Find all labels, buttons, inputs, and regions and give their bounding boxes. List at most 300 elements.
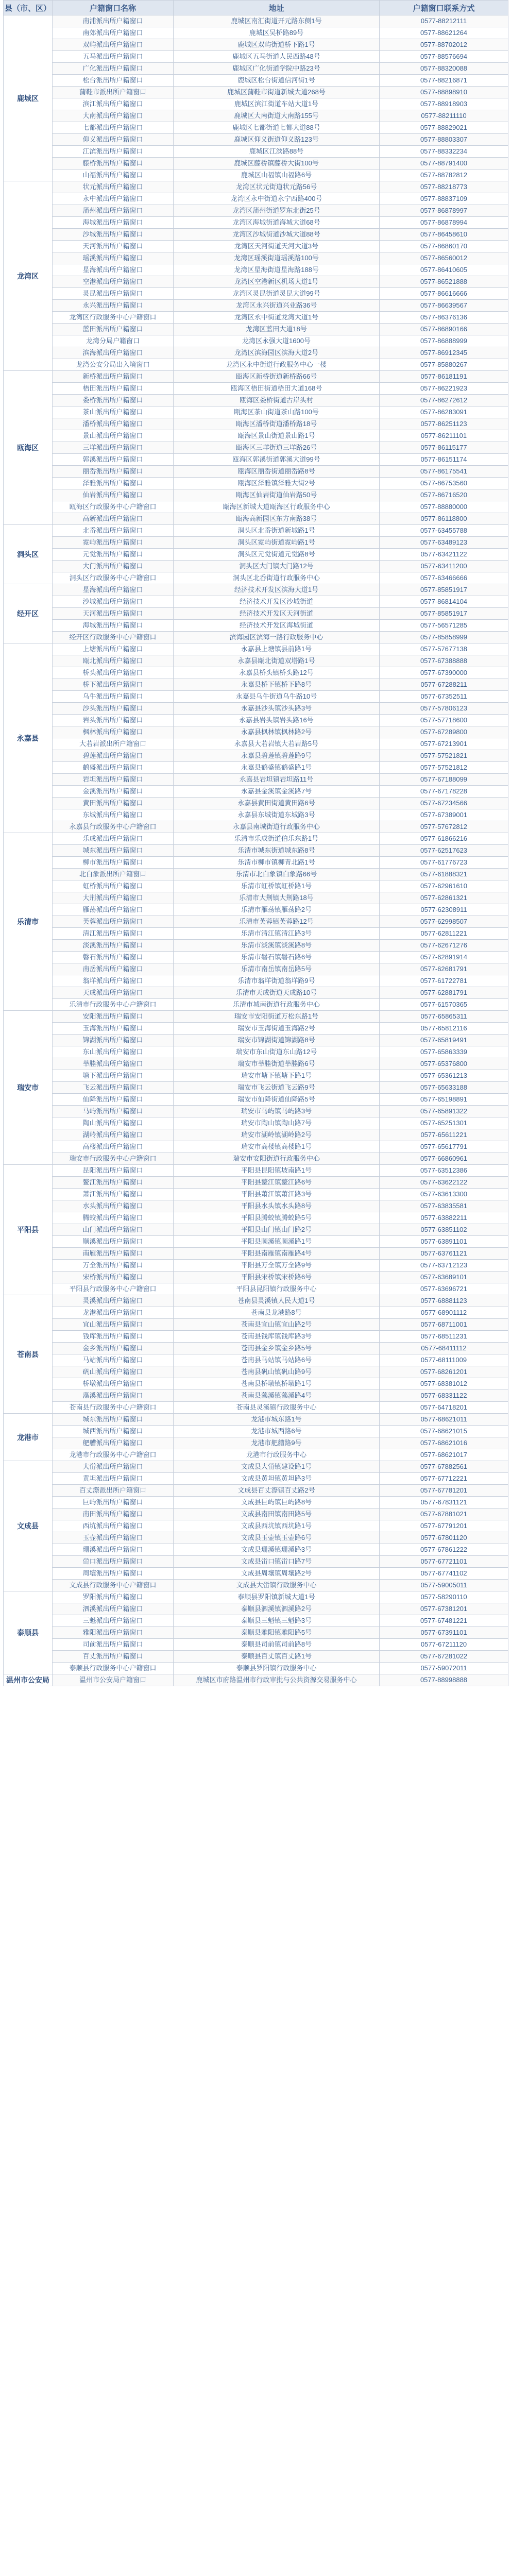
table-row	[4, 1094, 508, 1106]
phone-cell: 0577-61776723	[380, 857, 508, 869]
window-name-cell: 茶山派出所户籍窗口	[53, 406, 174, 418]
address-cell: 永嘉县桥头镇桥头路12号	[174, 667, 380, 679]
window-name-cell: 岩坦派出所户籍窗口	[53, 774, 174, 786]
window-name-cell: 虹桥派出所户籍窗口	[53, 880, 174, 892]
table-row	[4, 1283, 508, 1295]
table-row	[4, 809, 508, 821]
address-cell: 鹿城区市府路温州市行政审批与公共资源交易服务中心	[174, 1674, 380, 1686]
address-cell: 鹿城区仰义街道仰义路123号	[174, 134, 380, 146]
household-registration-table	[3, 0, 508, 1686]
window-name-cell: 安阳派出所户籍窗口	[53, 1011, 174, 1023]
window-name-cell: 永中派出所户籍窗口	[53, 193, 174, 205]
address-cell: 乐清市天成街道天成路10号	[174, 987, 380, 999]
phone-cell: 0577-86118800	[380, 513, 508, 525]
window-name-cell: 南浦派出所户籍窗口	[53, 15, 174, 27]
phone-cell: 0577-67881021	[380, 1509, 508, 1520]
phone-cell: 0577-68881123	[380, 1295, 508, 1307]
table-row	[4, 632, 508, 643]
phone-cell: 0577-67831121	[380, 1497, 508, 1509]
window-name-cell: 宜山派出所户籍窗口	[53, 1319, 174, 1331]
window-name-cell: 大门派出所户籍窗口	[53, 561, 174, 572]
table-row	[4, 146, 508, 158]
phone-cell: 0577-57521821	[380, 750, 508, 762]
phone-cell: 0577-86410605	[380, 264, 508, 276]
table-row	[4, 489, 508, 501]
window-name-cell: 百丈漈派出所户籍窗口	[53, 1485, 174, 1497]
address-cell: 平阳县宋桥镇宋桥路6号	[174, 1272, 380, 1283]
window-name-cell: 昆阳派出所户籍窗口	[53, 1165, 174, 1177]
address-cell: 龙湾区永中街道龙湾大道1号	[174, 312, 380, 324]
phone-cell: 0577-88837109	[380, 193, 508, 205]
phone-cell: 0577-62308911	[380, 904, 508, 916]
table-row	[4, 241, 508, 252]
table-row	[4, 1390, 508, 1402]
table-row	[4, 51, 508, 63]
phone-cell: 0577-59005011	[380, 1580, 508, 1591]
phone-cell: 0577-61866216	[380, 833, 508, 845]
table-row	[4, 1295, 508, 1307]
address-cell: 泰顺县司前镇司前路8号	[174, 1639, 380, 1651]
window-name-cell: 磐石派出所户籍窗口	[53, 952, 174, 963]
phone-cell: 0577-63851102	[380, 1224, 508, 1236]
window-name-cell: 雅阳派出所户籍窗口	[53, 1627, 174, 1639]
phone-cell: 0577-86151174	[380, 454, 508, 466]
address-cell: 文成县玉壶镇玉壶路6号	[174, 1532, 380, 1544]
phone-cell: 0577-68111009	[380, 1354, 508, 1366]
table-row	[4, 703, 508, 715]
table-row	[4, 750, 508, 762]
address-cell: 苍南县矾山镇矾山路9号	[174, 1366, 380, 1378]
phone-cell: 0577-67781201	[380, 1485, 508, 1497]
address-cell: 乐清市翁垟街道翁垟路9号	[174, 975, 380, 987]
phone-cell: 0577-88211110	[380, 110, 508, 122]
window-name-cell: 南雁派出所户籍窗口	[53, 1248, 174, 1260]
address-cell: 乐清市北白象镇白象路66号	[174, 869, 380, 880]
address-cell: 乐清市南岳镇南岳路5号	[174, 963, 380, 975]
table-row	[4, 561, 508, 572]
phone-cell: 0577-86753560	[380, 478, 508, 489]
window-name-cell: 灵溪派出所户籍窗口	[53, 1295, 174, 1307]
phone-cell: 0577-86890166	[380, 324, 508, 335]
region-cell: 苍南县	[4, 1295, 53, 1414]
phone-cell: 0577-86814104	[380, 596, 508, 608]
address-cell: 瓯海区景山街道景山路1号	[174, 430, 380, 442]
region-cell: 鹿城区	[4, 15, 53, 181]
phone-cell: 0577-62671276	[380, 940, 508, 952]
address-cell: 乐清市城东街道城东路8号	[174, 845, 380, 857]
window-name-cell: 湖岭派出所户籍窗口	[53, 1129, 174, 1141]
window-name-cell: 仰义派出所户籍窗口	[53, 134, 174, 146]
window-name-cell: 马屿派出所户籍窗口	[53, 1106, 174, 1117]
window-name-cell: 锦湖派出所户籍窗口	[53, 1035, 174, 1046]
table-row	[4, 549, 508, 561]
phone-cell: 0577-65198891	[380, 1094, 508, 1106]
window-name-cell: 山福派出所户籍窗口	[53, 170, 174, 181]
table-row	[4, 596, 508, 608]
phone-cell: 0577-62517623	[380, 845, 508, 857]
header-address: 地址	[174, 1, 380, 15]
table-row	[4, 1580, 508, 1591]
table-row	[4, 418, 508, 430]
window-name-cell: 南郊派出所户籍窗口	[53, 27, 174, 39]
address-cell: 苍南县龙港路8号	[174, 1307, 380, 1319]
table-row	[4, 1354, 508, 1366]
window-name-cell: 城东派出所户籍窗口	[53, 1414, 174, 1426]
address-cell: 洞头区北岙街道新城路1号	[174, 525, 380, 537]
table-row	[4, 1449, 508, 1461]
address-cell: 永嘉县大若岩镇大若岩路5号	[174, 738, 380, 750]
phone-cell: 0577-63489123	[380, 537, 508, 549]
window-name-cell: 状元派出所户籍窗口	[53, 181, 174, 193]
address-cell: 经济技术开发区海城街道	[174, 620, 380, 632]
table-row	[4, 572, 508, 584]
window-name-cell: 藤桥派出所户籍窗口	[53, 158, 174, 170]
address-cell: 平阳县万全镇万全路9号	[174, 1260, 380, 1272]
address-cell: 瓯海区梧田街道梧田大道168号	[174, 383, 380, 395]
phone-cell: 0577-67391101	[380, 1627, 508, 1639]
table-row	[4, 1248, 508, 1260]
table-row	[4, 987, 508, 999]
address-cell: 瑞安市塘下镇塘下路1号	[174, 1070, 380, 1082]
address-cell: 经济技术开发区沙城街道	[174, 596, 380, 608]
window-name-cell: 元觉派出所户籍窗口	[53, 549, 174, 561]
table-row	[4, 655, 508, 667]
window-name-cell: 乐清市行政服务中心户籍窗口	[53, 999, 174, 1011]
table-row	[4, 715, 508, 726]
window-name-cell: 乌牛派出所户籍窗口	[53, 691, 174, 703]
region-cell: 永嘉县	[4, 643, 53, 833]
window-name-cell: 金溪派出所户籍窗口	[53, 786, 174, 798]
table-row	[4, 300, 508, 312]
table-row	[4, 122, 508, 134]
window-name-cell: 大峃派出所户籍窗口	[53, 1461, 174, 1473]
table-row	[4, 39, 508, 51]
phone-cell: 0577-86221923	[380, 383, 508, 395]
table-row	[4, 205, 508, 217]
address-cell: 瑞安市东山街道东山路12号	[174, 1046, 380, 1058]
window-name-cell: 瓯海区行政服务中心户籍窗口	[53, 501, 174, 513]
address-cell: 瓯海区仙岩街道仙岩路50号	[174, 489, 380, 501]
table-row	[4, 679, 508, 691]
address-cell: 乐清市磐石镇磐石路6号	[174, 952, 380, 963]
address-cell: 泰顺县百丈镇百丈路1号	[174, 1651, 380, 1663]
phone-cell: 0577-86175541	[380, 466, 508, 478]
table-row	[4, 288, 508, 300]
phone-cell: 0577-67388888	[380, 655, 508, 667]
table-row	[4, 1011, 508, 1023]
window-name-cell: 西坑派出所户籍窗口	[53, 1520, 174, 1532]
phone-cell: 0577-68511231	[380, 1331, 508, 1343]
phone-cell: 0577-65891322	[380, 1106, 508, 1117]
phone-cell: 0577-67381201	[380, 1603, 508, 1615]
phone-cell: 0577-57672812	[380, 821, 508, 833]
address-cell: 瓯海区三垟街道三垟路26号	[174, 442, 380, 454]
window-name-cell: 滨江派出所户籍窗口	[53, 98, 174, 110]
address-cell: 文成县大峃镇建设路1号	[174, 1461, 380, 1473]
table-header-row	[4, 1, 508, 15]
phone-cell: 0577-56571285	[380, 620, 508, 632]
region-cell: 平阳县	[4, 1165, 53, 1295]
window-name-cell: 陶山派出所户籍窗口	[53, 1117, 174, 1129]
phone-cell: 0577-86878994	[380, 217, 508, 229]
address-cell: 瑞安市玉海街道玉海路2号	[174, 1023, 380, 1035]
region-cell: 温州市公安局	[4, 1674, 53, 1686]
phone-cell: 0577-65251301	[380, 1117, 508, 1129]
table-row	[4, 916, 508, 928]
address-cell: 瑞安市仙降街道仙降路5号	[174, 1094, 380, 1106]
phone-cell: 0577-86888999	[380, 335, 508, 347]
phone-cell: 0577-88576694	[380, 51, 508, 63]
table-row	[4, 1568, 508, 1580]
window-name-cell: 景山派出所户籍窗口	[53, 430, 174, 442]
phone-cell: 0577-65863339	[380, 1046, 508, 1058]
address-cell: 瑞安市飞云街道飞云路9号	[174, 1082, 380, 1094]
window-name-cell: 萧江派出所户籍窗口	[53, 1189, 174, 1200]
table-row	[4, 869, 508, 880]
table-row	[4, 1366, 508, 1378]
region-cell: 洞头区	[4, 525, 53, 584]
phone-cell: 0577-67213901	[380, 738, 508, 750]
table-row	[4, 762, 508, 774]
phone-cell: 0577-67178228	[380, 786, 508, 798]
window-name-cell: 藻溪派出所户籍窗口	[53, 1390, 174, 1402]
table-row	[4, 1544, 508, 1556]
address-cell: 苍南县藻溪镇藻溪路4号	[174, 1390, 380, 1402]
window-name-cell: 三魁派出所户籍窗口	[53, 1615, 174, 1627]
address-cell: 滨海园区滨海一路行政服务中心	[174, 632, 380, 643]
table-row	[4, 798, 508, 809]
window-name-cell: 高楼派出所户籍窗口	[53, 1141, 174, 1153]
table-row	[4, 442, 508, 454]
phone-cell: 0577-64718201	[380, 1402, 508, 1414]
address-cell: 苍南县桥墩镇桥墩路1号	[174, 1378, 380, 1390]
phone-cell: 0577-68411112	[380, 1343, 508, 1354]
table-row	[4, 1165, 508, 1177]
table-row	[4, 170, 508, 181]
address-cell: 洞头区大门镇大门路12号	[174, 561, 380, 572]
phone-cell: 0577-63512386	[380, 1165, 508, 1177]
address-cell: 平阳县水头镇水头路8号	[174, 1200, 380, 1212]
address-cell: 龙湾区永中街道行政服务中心一楼	[174, 359, 380, 371]
address-cell: 乐清市芙蓉镇芙蓉路12号	[174, 916, 380, 928]
window-name-cell: 翁垟派出所户籍窗口	[53, 975, 174, 987]
phone-cell: 0577-61570365	[380, 999, 508, 1011]
table-row	[4, 963, 508, 975]
phone-cell: 0577-86272612	[380, 395, 508, 406]
region-cell: 文成县	[4, 1461, 53, 1591]
phone-cell: 0577-68711001	[380, 1319, 508, 1331]
table-row	[4, 87, 508, 98]
phone-cell: 0577-67288211	[380, 679, 508, 691]
phone-cell: 0577-67234566	[380, 798, 508, 809]
address-cell: 龙湾区蒲州街道罗东北街25号	[174, 205, 380, 217]
phone-cell: 0577-58290110	[380, 1591, 508, 1603]
address-cell: 永嘉县沙头镇沙头路3号	[174, 703, 380, 715]
address-cell: 龙港市城西路6号	[174, 1426, 380, 1437]
window-name-cell: 新桥派出所户籍窗口	[53, 371, 174, 383]
address-cell: 泰顺县三魁镇三魁路3号	[174, 1615, 380, 1627]
address-cell: 瓯海区茶山街道茶山路100号	[174, 406, 380, 418]
address-cell: 鹿城区双屿街道桥下路1号	[174, 39, 380, 51]
table-row	[4, 1260, 508, 1272]
window-name-cell: 灵昆派出所户籍窗口	[53, 288, 174, 300]
table-row	[4, 478, 508, 489]
address-cell: 文成县大峃镇行政服务中心	[174, 1580, 380, 1591]
phone-cell: 0577-63411200	[380, 561, 508, 572]
table-row	[4, 620, 508, 632]
phone-cell: 0577-67801120	[380, 1532, 508, 1544]
table-row	[4, 821, 508, 833]
window-name-cell: 莘塍派出所户籍窗口	[53, 1058, 174, 1070]
table-row	[4, 466, 508, 478]
phone-cell: 0577-65611221	[380, 1129, 508, 1141]
phone-cell: 0577-65376800	[380, 1058, 508, 1070]
window-name-cell: 瑞安市行政服务中心户籍窗口	[53, 1153, 174, 1165]
phone-cell: 0577-67721101	[380, 1556, 508, 1568]
address-cell: 瑞安市安阳街道万松东路1号	[174, 1011, 380, 1023]
phone-cell: 0577-86560012	[380, 252, 508, 264]
table-row	[4, 845, 508, 857]
address-cell: 永嘉县碧莲镇碧莲路9号	[174, 750, 380, 762]
phone-cell: 0577-67741102	[380, 1568, 508, 1580]
table-row	[4, 1378, 508, 1390]
address-cell: 永嘉县枫林镇枫林路2号	[174, 726, 380, 738]
address-cell: 洞头区北岙街道行政服务中心	[174, 572, 380, 584]
window-name-cell: 泰顺县行政服务中心户籍窗口	[53, 1663, 174, 1674]
phone-cell: 0577-57677138	[380, 643, 508, 655]
phone-cell: 0577-85880267	[380, 359, 508, 371]
window-name-cell: 龙港派出所户籍窗口	[53, 1307, 174, 1319]
address-cell: 乐清市雁荡镇雁荡路2号	[174, 904, 380, 916]
phone-cell: 0577-57718600	[380, 715, 508, 726]
window-name-cell: 罗阳派出所户籍窗口	[53, 1591, 174, 1603]
phone-cell: 0577-63455788	[380, 525, 508, 537]
window-name-cell: 仙降派出所户籍窗口	[53, 1094, 174, 1106]
table-row	[4, 1663, 508, 1674]
window-name-cell: 三垟派出所户籍窗口	[53, 442, 174, 454]
address-cell: 瓯海区潘桥街道潘桥路18号	[174, 418, 380, 430]
phone-cell: 0577-86716520	[380, 489, 508, 501]
window-name-cell: 淡溪派出所户籍窗口	[53, 940, 174, 952]
phone-cell: 0577-86521888	[380, 276, 508, 288]
table-row	[4, 98, 508, 110]
table-row	[4, 335, 508, 347]
address-cell: 永嘉县乌牛街道乌牛路10号	[174, 691, 380, 703]
address-cell: 瓯海区丽岙街道丽岙路8号	[174, 466, 380, 478]
window-name-cell: 巨屿派出所户籍窗口	[53, 1497, 174, 1509]
address-cell: 龙湾区状元街道状元路56号	[174, 181, 380, 193]
phone-cell: 0577-67289800	[380, 726, 508, 738]
table-row	[4, 667, 508, 679]
window-name-cell: 天成派出所户籍窗口	[53, 987, 174, 999]
window-name-cell: 经开区行政服务中心户籍窗口	[53, 632, 174, 643]
table-row	[4, 1532, 508, 1544]
address-cell: 永嘉县桥下镇桥下路8号	[174, 679, 380, 691]
table-row	[4, 1331, 508, 1343]
table-row	[4, 359, 508, 371]
window-name-cell: 天河派出所户籍窗口	[53, 241, 174, 252]
table-row	[4, 1319, 508, 1331]
window-name-cell: 龙湾分局户籍窗口	[53, 335, 174, 347]
window-name-cell: 桥下派出所户籍窗口	[53, 679, 174, 691]
phone-cell: 0577-68381012	[380, 1378, 508, 1390]
phone-cell: 0577-67882561	[380, 1461, 508, 1473]
phone-cell: 0577-62998507	[380, 916, 508, 928]
table-body	[4, 15, 508, 1686]
window-name-cell: 霓屿派出所户籍窗口	[53, 537, 174, 549]
window-name-cell: 钱库派出所户籍窗口	[53, 1331, 174, 1343]
window-name-cell: 万全派出所户籍窗口	[53, 1260, 174, 1272]
table-row	[4, 75, 508, 87]
address-cell: 鹿城区五马街道人民西路48号	[174, 51, 380, 63]
address-cell: 鹿城区蒲鞋市街道新城大道268号	[174, 87, 380, 98]
window-name-cell: 马站派出所户籍窗口	[53, 1354, 174, 1366]
window-name-cell: 空港派出所户籍窗口	[53, 276, 174, 288]
table-row	[4, 501, 508, 513]
phone-cell: 0577-88332234	[380, 146, 508, 158]
window-name-cell: 玉壶派出所户籍窗口	[53, 1532, 174, 1544]
table-row	[4, 880, 508, 892]
phone-cell: 0577-68261201	[380, 1366, 508, 1378]
table-row	[4, 1437, 508, 1449]
address-cell: 龙湾区空港新区机场大道1号	[174, 276, 380, 288]
header-contact: 户籍窗口联系方式	[380, 1, 508, 15]
address-cell: 苍南县马站镇马站路6号	[174, 1354, 380, 1366]
phone-cell: 0577-63761121	[380, 1248, 508, 1260]
phone-cell: 0577-59072011	[380, 1663, 508, 1674]
window-name-cell: 飞云派出所户籍窗口	[53, 1082, 174, 1094]
window-name-cell: 潘桥派出所户籍窗口	[53, 418, 174, 430]
window-name-cell: 仙岩派出所户籍窗口	[53, 489, 174, 501]
table-row	[4, 395, 508, 406]
address-cell: 瑞安市高楼镇高楼路1号	[174, 1141, 380, 1153]
window-name-cell: 平阳县行政服务中心户籍窗口	[53, 1283, 174, 1295]
region-cell: 龙港市	[4, 1414, 53, 1461]
phone-cell: 0577-67712221	[380, 1473, 508, 1485]
table-row	[4, 347, 508, 359]
address-cell: 乐清市城南街道行政服务中心	[174, 999, 380, 1011]
address-cell: 文成县巨屿镇巨屿路8号	[174, 1497, 380, 1509]
address-cell: 瑞安市锦湖街道锦湖路8号	[174, 1035, 380, 1046]
window-name-cell: 娄桥派出所户籍窗口	[53, 395, 174, 406]
address-cell: 瓯海高新园区东方南路38号	[174, 513, 380, 525]
window-name-cell: 天河派出所户籍窗口	[53, 608, 174, 620]
address-cell: 泰顺县罗阳镇行政服务中心	[174, 1663, 380, 1674]
window-name-cell: 桥墩派出所户籍窗口	[53, 1378, 174, 1390]
window-name-cell: 黄坦派出所户籍窗口	[53, 1473, 174, 1485]
phone-cell: 0577-86860170	[380, 241, 508, 252]
window-name-cell: 梧田派出所户籍窗口	[53, 383, 174, 395]
address-cell: 瑞安市安阳街道行政服务中心	[174, 1153, 380, 1165]
window-name-cell: 瑶溪派出所户籍窗口	[53, 252, 174, 264]
region-cell: 泰顺县	[4, 1591, 53, 1674]
phone-cell: 0577-88702012	[380, 39, 508, 51]
table-row	[4, 1177, 508, 1189]
address-cell: 瓯海区泽雅镇泽雅大街2号	[174, 478, 380, 489]
phone-cell: 0577-62861321	[380, 892, 508, 904]
window-name-cell: 七都派出所户籍窗口	[53, 122, 174, 134]
region-cell: 乐清市	[4, 833, 53, 1011]
window-name-cell: 五马派出所户籍窗口	[53, 51, 174, 63]
window-name-cell: 矾山派出所户籍窗口	[53, 1366, 174, 1378]
address-cell: 苍南县灵溪镇人民大道1号	[174, 1295, 380, 1307]
address-cell: 洞头区霓屿街道霓屿路1号	[174, 537, 380, 549]
phone-cell: 0577-68331122	[380, 1390, 508, 1402]
window-name-cell: 城西派出所户籍窗口	[53, 1426, 174, 1437]
table-row	[4, 1058, 508, 1070]
phone-cell: 0577-67211120	[380, 1639, 508, 1651]
table-row	[4, 1485, 508, 1497]
